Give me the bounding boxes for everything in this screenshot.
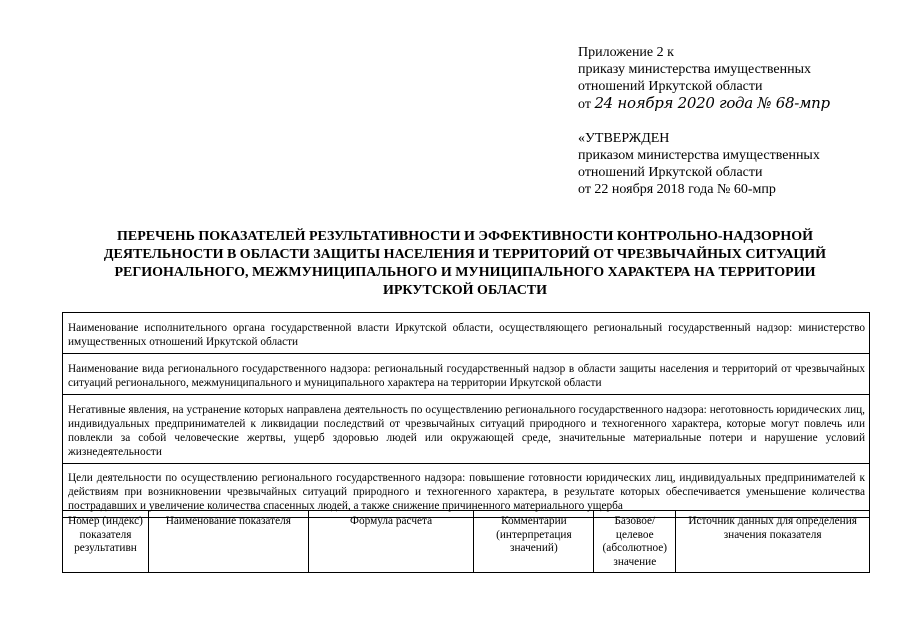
annex-line-1: Приложение 2 к: [578, 45, 674, 60]
title-line-1: ПЕРЕЧЕНЬ ПОКАЗАТЕЛЕЙ РЕЗУЛЬТАТИВНОСТИ И ЭФФЕКТИВНОСТИ КОНТРОЛЬНО-НАДЗОРНОЙ: [116, 229, 814, 244]
approved-line-4: от 22 ноября 2018 года № 60-мпр: [578, 182, 776, 197]
header-indicator-number: Номер (индекс) показателя результативн: [63, 511, 149, 573]
body-name-row: Наименование исполнительного органа государственной власти Иркутской области, осуществляющего региональный государственный надзор: министерство имущественных отношений Иркутской области: [63, 313, 869, 354]
annex-header: [578, 44, 830, 113]
document-title: [60, 228, 870, 300]
negative-phenomena-row: Негативные явления, на устранение которых направлена деятельность по осуществлению регионального государственного надзора: неготовность юридических лиц, индивидуальных предпринимателей к ликвидации последствий от чрезвычайных ситуаций природного и техногенного характера, которые могут повлечь или повлекли за собой человеческие жертвы, ущерб здоровью людей или окружающей среде, значительные материальные потери и нарушение условий жизнедеятельности: [63, 395, 869, 464]
approval-stamp: [578, 130, 820, 198]
annex-date-prefix: от: [578, 97, 591, 112]
annex-line-3: отношений Иркутской области: [578, 79, 763, 94]
header-comments: Комментарии (интерпретация значений): [474, 511, 594, 573]
annex-line-4: [578, 95, 830, 113]
header-indicator-name: Наименование показателя: [148, 511, 308, 573]
info-frame: [62, 312, 870, 518]
header-data-source: Источник данных для определения значения показателя: [676, 511, 870, 573]
approved-line-2: приказом министерства имущественных: [578, 148, 820, 163]
annex-line-2: приказу министерства имущественных: [578, 62, 812, 77]
approved-line-1: «УТВЕРЖДЕН: [578, 131, 670, 146]
supervision-type-row: Наименование вида регионального государственного надзора: региональный государственный надзор в области защиты населения и территорий от чрезвычайных ситуаций регионального, межмуниципального и муниципального характера на территории Иркутской области: [63, 354, 869, 395]
title-line-2: ДЕЯТЕЛЬНОСТИ В ОБЛАСТИ ЗАЩИТЫ НАСЕЛЕНИЯ И ТЕРРИТОРИЙ ОТ ЧРЕЗВЫЧАЙНЫХ СИТУАЦИЙ: [103, 247, 827, 262]
header-formula: Формула расчета: [308, 511, 474, 573]
handwritten-order-date: 24 ноября 2020 года № 68-мпр: [594, 94, 830, 112]
table-header-row: [63, 511, 870, 573]
approved-line-3: отношений Иркутской области: [578, 165, 763, 180]
title-line-4: ИРКУТСКОЙ ОБЛАСТИ: [382, 283, 548, 298]
header-base-value: Базовое/ целевое (абсолютное) значение: [594, 511, 676, 573]
indicators-table: [62, 510, 870, 573]
goals-row: Цели деятельности по осуществлению регионального государственного надзора: повышение готовности юридических лиц, индивидуальных предпринимателей к действиям при возникновении чрезвычайных ситуаций природного и техногенного характера, в результате которых обеспечивается уменьшение количества пострадавших и увеличение количества спасенных людей, а также снижение причиненного материального ущерба: [63, 464, 869, 518]
title-line-3: РЕГИОНАЛЬНОГО, МЕЖМУНИЦИПАЛЬНОГО И МУНИЦИПАЛЬНОГО ХАРАКТЕРА НА ТЕРРИТОРИИ: [114, 265, 816, 280]
